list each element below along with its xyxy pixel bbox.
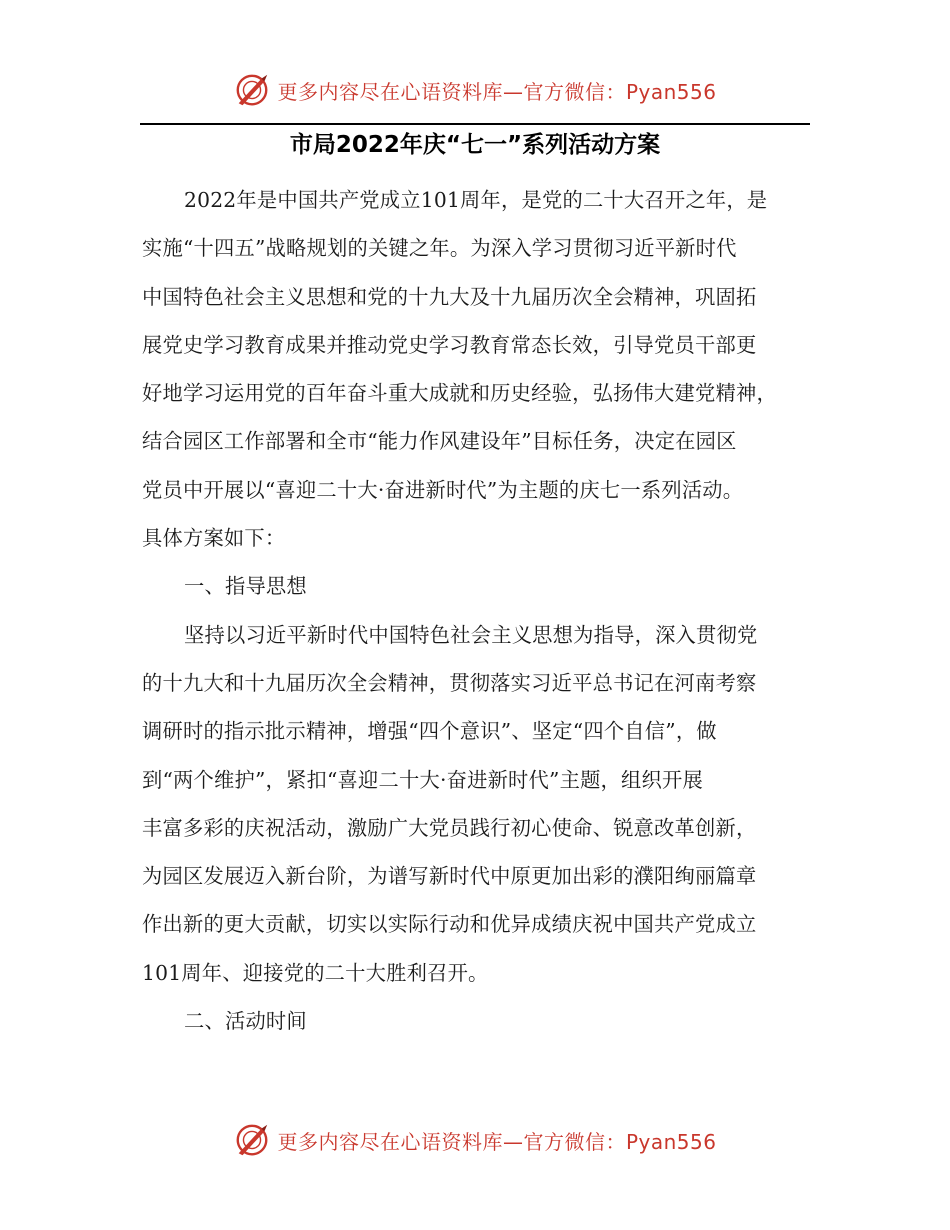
document-body xyxy=(142,176,812,1045)
banner-text: 更多内容尽在心语资料库—官方微信：Pyan556 xyxy=(277,79,717,104)
body-line: 党员中开展以“喜迎二十大·奋进新时代”为主题的庆七一系列活动。 xyxy=(142,477,744,502)
body-line: 实施“十四五”战略规划的关键之年。为深入学习贯彻习近平新时代 xyxy=(142,236,737,261)
section-heading: 二、活动时间 xyxy=(184,1009,307,1034)
body-line: 结合园区工作部署和全市“能力作风建设年”目标任务，决定在园区 xyxy=(142,429,737,454)
header-divider xyxy=(140,123,810,125)
body-line: 作出新的更大贡献，切实以实际行动和优异成绩庆祝中国共产党成立 xyxy=(142,912,757,937)
body-line: 坚持以习近平新时代中国特色社会主义思想为指导，深入贯彻党 xyxy=(184,622,758,647)
quill-logo-icon xyxy=(233,1121,271,1159)
document-title: 市局2022年庆“七一”系列活动方案 xyxy=(289,132,661,158)
body-line: 到“两个维护”，紧扣“喜迎二十大·奋进新时代”主题，组织开展 xyxy=(142,767,703,792)
body-line: 具体方案如下： xyxy=(142,526,286,551)
body-line: 101周年、迎接党的二十大胜利召开。 xyxy=(142,960,489,985)
quill-logo-icon xyxy=(233,71,271,109)
body-line: 2022年是中国共产党成立101周年，是党的二十大召开之年，是 xyxy=(184,188,768,212)
body-line: 好地学习运用党的百年奋斗重大成就和历史经验，弘扬伟大建党精神， xyxy=(142,381,777,406)
body-line: 调研时的指示批示精神，增强“四个意识”、坚定“四个自信”，做 xyxy=(142,719,717,744)
body-line: 的十九大和十九届历次全会精神，贯彻落实习近平总书记在河南考察 xyxy=(142,670,757,695)
body-line: 丰富多彩的庆祝活动，激励广大党员践行初心使命、锐意改革创新， xyxy=(142,815,757,840)
banner-text: 更多内容尽在心语资料库—官方微信：Pyan556 xyxy=(277,1129,717,1154)
header-banner xyxy=(0,70,950,110)
footer-banner xyxy=(0,1120,950,1160)
body-line: 为园区发展迈入新台阶，为谱写新时代中原更加出彩的濮阳绚丽篇章 xyxy=(142,864,757,889)
body-line: 展党史学习教育成果并推动党史学习教育常态长效，引导党员干部更 xyxy=(142,332,757,357)
body-line: 中国特色社会主义思想和党的十九大及十九届历次全会精神，巩固拓 xyxy=(142,284,757,309)
section-heading: 一、指导思想 xyxy=(184,574,307,599)
